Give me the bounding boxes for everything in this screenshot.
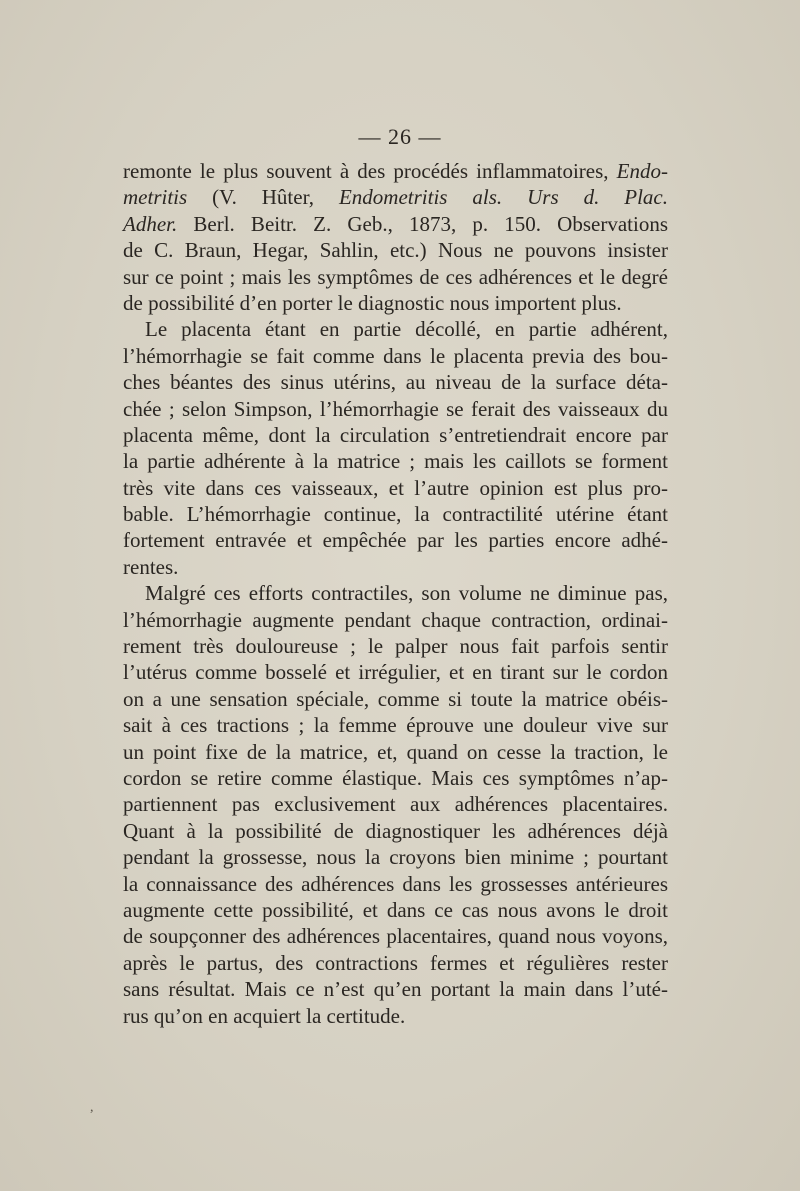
text-line (123, 580, 668, 606)
text-line (123, 501, 668, 527)
italic-text: Endometritis als. Urs d. Plac. (338, 185, 668, 210)
text-line (123, 923, 668, 949)
text-line (123, 554, 668, 580)
text-line (123, 607, 668, 633)
text-segment: augmente cette possibilité, et dans ce cas nous avons le droit (123, 897, 668, 922)
text-segment: Berl. Beitr. Z. Geb., 1873, p. 150. Observations (177, 211, 668, 236)
text-line (123, 184, 668, 210)
text-segment: l’hémorrhagie augmente pendant chaque contraction, ordinai- (123, 607, 668, 632)
text-segment: remonte le plus souvent à des procédés inflammatoires, (123, 159, 617, 183)
text-line (123, 712, 668, 738)
text-segment: fortement entravée et empêchée par les parties encore adhé- (123, 528, 668, 553)
text-line (123, 527, 668, 553)
text-line (123, 290, 668, 316)
text-segment: sans résultat. Mais ce n’est qu’en portant la main dans l’uté- (123, 977, 668, 1002)
text-line (123, 422, 668, 448)
text-line (123, 659, 668, 685)
text-line (123, 158, 668, 184)
text-line (123, 211, 668, 237)
italic-text: Endo- (616, 159, 668, 183)
page-number: — 26 — (358, 124, 442, 149)
italic-text: Adher. (123, 211, 178, 236)
text-line (123, 686, 668, 712)
text-segment: sait à ces tractions ; la femme éprouve une douleur vive sur (123, 713, 668, 738)
text-line (123, 818, 668, 844)
text-line (123, 871, 668, 897)
text-segment: de possibilité d’en porter le diagnostic nous importent plus. (123, 290, 622, 315)
text-segment: chée ; selon Simpson, l’hémorrhagie se ferait des vaisseaux du (123, 396, 668, 421)
text-line (123, 1003, 668, 1029)
text-segment: on a une sensation spéciale, comme si toute la matrice obéis- (123, 686, 668, 711)
text-segment: sur ce point ; mais les symptômes de ces adhérences et le degré (123, 264, 668, 289)
italic-text: metritis (123, 185, 188, 210)
text-segment: de soupçonner des adhérences placentaires, quand nous voyons, (123, 924, 668, 949)
text-segment: rentes. (123, 554, 179, 579)
text-segment: rement très douloureuse ; le palper nous fait parfois sentir (123, 634, 668, 659)
text-segment: bable. L’hémorrhagie continue, la contractilité utérine étant (123, 502, 668, 527)
text-line (123, 316, 668, 342)
text-segment: rus qu’on en acquiert la certitude. (123, 1003, 406, 1028)
text-segment: de C. Braun, Hegar, Sahlin, etc.) Nous ne pouvons insister (123, 238, 668, 263)
text-line (123, 369, 668, 395)
text-segment: partiennent pas exclusivement aux adhérences placentaires. (123, 792, 668, 817)
text-segment: un point fixe de la matrice, et, quand on cesse la traction, le (123, 739, 668, 764)
text-line (123, 448, 668, 474)
body-text (123, 158, 668, 1029)
text-segment: l’utérus comme bosselé et irrégulier, et en tirant sur le cordon (123, 660, 668, 685)
text-line (123, 237, 668, 263)
text-line (123, 739, 668, 765)
text-segment: Le placenta étant en partie décollé, en partie adhérent, (145, 317, 668, 342)
ink-speck: , (90, 1100, 94, 1115)
text-segment: après le partus, des contractions fermes et régulières rester (123, 950, 668, 975)
text-line (123, 264, 668, 290)
text-segment: (V. Hûter, (187, 185, 339, 210)
text-line (123, 765, 668, 791)
text-line (123, 343, 668, 369)
text-segment: pendant la grossesse, nous la croyons bien minime ; pourtant (123, 845, 668, 870)
text-segment: l’hémorrhagie se fait comme dans le placenta previa des bou- (123, 343, 668, 368)
text-line (123, 976, 668, 1002)
text-segment: la connaissance des adhérences dans les grossesses antérieures (123, 871, 668, 896)
text-segment: Quant à la possibilité de diagnostiquer les adhérences déjà (123, 818, 668, 843)
text-line (123, 897, 668, 923)
text-segment: la partie adhérente à la matrice ; mais les caillots se forment (123, 449, 668, 474)
text-segment: ches béantes des sinus utérins, au niveau de la surface déta- (123, 370, 668, 395)
text-line (123, 791, 668, 817)
text-segment: Malgré ces efforts contractiles, son volume ne diminue pas, (145, 581, 668, 606)
text-line (123, 475, 668, 501)
text-segment: très vite dans ces vaisseaux, et l’autre opinion est plus pro- (123, 475, 668, 500)
text-line (123, 844, 668, 870)
text-segment: cordon se retire comme élastique. Mais ces symptômes n’ap- (123, 765, 668, 790)
text-line (123, 396, 668, 422)
text-line (123, 950, 668, 976)
text-segment: placenta même, dont la circulation s’entretiendrait encore par (123, 422, 668, 447)
text-line (123, 633, 668, 659)
